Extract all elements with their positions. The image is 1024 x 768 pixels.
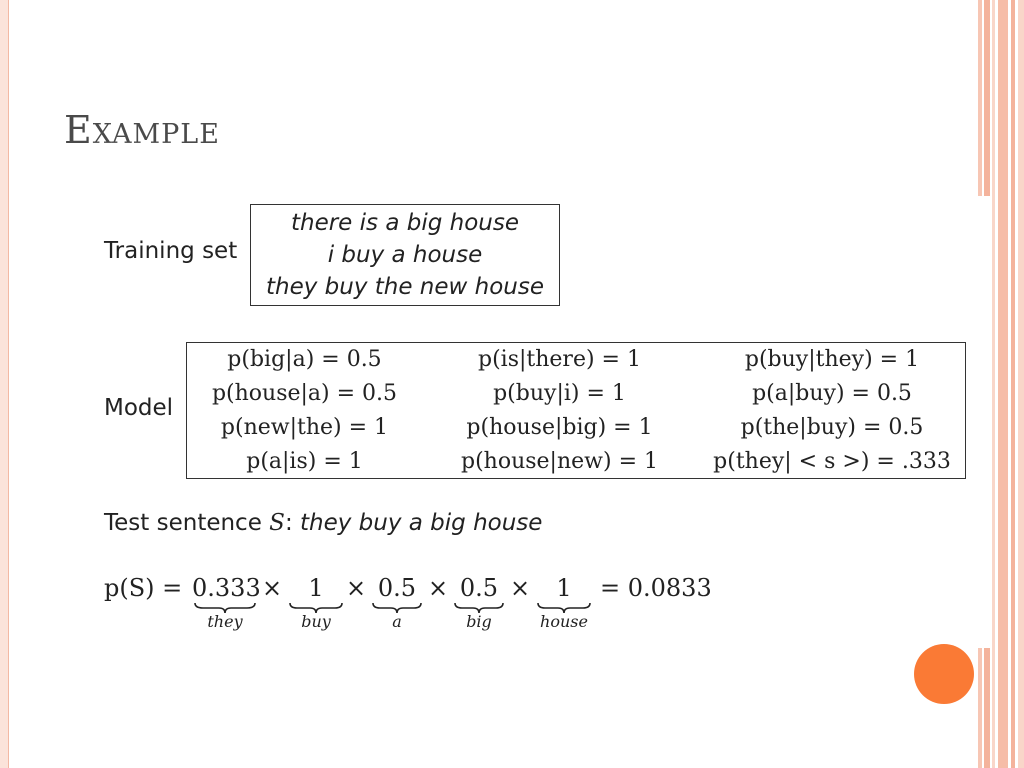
factor-word: they bbox=[207, 612, 243, 631]
formula-factor bbox=[370, 574, 424, 631]
model-probability: p(house|new) = 1 bbox=[461, 448, 658, 474]
frame-gap bbox=[978, 196, 990, 648]
model-label: Model bbox=[104, 395, 174, 421]
model-probability: p(house|big) = 1 bbox=[466, 414, 653, 440]
times-sign: × bbox=[346, 574, 367, 602]
formula-factor bbox=[286, 574, 346, 631]
factor-value: 0.5 bbox=[459, 574, 499, 602]
formula-factor bbox=[532, 574, 596, 631]
factor-word: a bbox=[392, 612, 402, 631]
test-sentence-prefix: Test sentence bbox=[104, 510, 262, 536]
slide-title: Example bbox=[64, 108, 220, 152]
test-sentence-line bbox=[104, 510, 542, 536]
formula-factor bbox=[452, 574, 506, 631]
factor-word: big bbox=[466, 612, 492, 631]
training-set-label: Training set bbox=[104, 238, 238, 264]
test-sentence-text: they buy a big house bbox=[300, 510, 543, 536]
factor-word: buy bbox=[301, 612, 331, 631]
model-probability: p(house|a) = 0.5 bbox=[211, 381, 398, 407]
model-probability: p(big|a) = 0.5 bbox=[227, 347, 382, 373]
times-sign: × bbox=[510, 574, 531, 602]
test-sentence-colon: : bbox=[284, 510, 293, 536]
model-probability: p(is|there) = 1 bbox=[478, 347, 641, 373]
factor-value: 0.5 bbox=[377, 574, 417, 602]
test-sentence-var: S bbox=[269, 510, 285, 536]
model-box bbox=[186, 342, 966, 479]
times-sign: × bbox=[262, 574, 283, 602]
factor-value: 0.333 bbox=[192, 574, 261, 602]
formula-factor bbox=[192, 574, 261, 631]
training-sentence: they buy the new house bbox=[265, 274, 545, 300]
model-probability: p(a|buy) = 0.5 bbox=[752, 381, 912, 407]
accent-circle bbox=[914, 644, 974, 704]
formula-result: = 0.0833 bbox=[600, 574, 712, 602]
factor-value: 1 bbox=[308, 574, 324, 602]
factor-value: 1 bbox=[556, 574, 572, 602]
training-sentence: i buy a house bbox=[327, 242, 483, 268]
left-frame-bar bbox=[0, 0, 9, 768]
model-probability: p(new|the) = 1 bbox=[220, 414, 389, 440]
times-sign: × bbox=[428, 574, 449, 602]
model-probability: p(buy|they) = 1 bbox=[744, 347, 920, 373]
model-probability: p(they| < s >) = .333 bbox=[713, 448, 951, 474]
formula-lhs: p(S) = bbox=[104, 574, 183, 602]
training-set-box bbox=[250, 204, 560, 306]
model-probability: p(the|buy) = 0.5 bbox=[740, 414, 924, 440]
training-sentence: there is a big house bbox=[290, 210, 519, 236]
probability-formula bbox=[104, 574, 724, 644]
factor-word: house bbox=[540, 612, 588, 631]
model-probability: p(a|is) = 1 bbox=[246, 448, 363, 474]
model-probability: p(buy|i) = 1 bbox=[493, 381, 626, 407]
